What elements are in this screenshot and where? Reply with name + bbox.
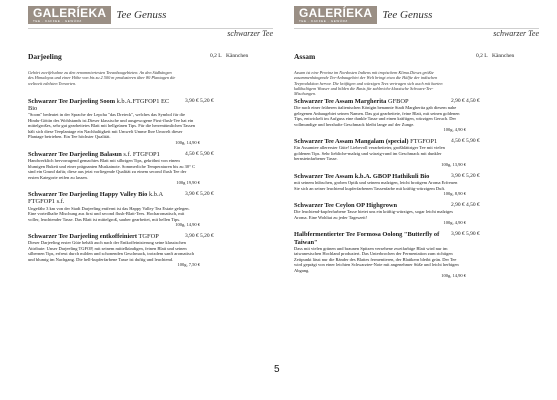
price-pot: 5,20 €	[200, 233, 214, 240]
tea-title	[294, 98, 444, 105]
tea-grade: GFBOP	[387, 98, 409, 105]
tea-name: Schwarzer Tee Assam k.b.A. GBOP Hathikuli Bio	[294, 172, 430, 180]
tea-item	[28, 151, 273, 186]
price-pot: 5,90 €	[466, 231, 480, 238]
tea-pack-price: 100g, 14,90 €	[441, 273, 466, 279]
galerieka-logo	[28, 6, 111, 24]
logo-text: GALERÍEKA	[299, 6, 373, 20]
tea-name: Schwarzer Tee Darjeeling entkoffeiniert	[28, 233, 138, 241]
tea-title	[294, 173, 444, 180]
tagline: Tee Genuss	[116, 9, 167, 21]
logo-text: GALERÍEKA	[33, 6, 107, 20]
price-pot: 4,50 €	[466, 202, 480, 209]
tea-description: Dieser Darjeeling erster Güte behält auch nach der Entkoffeinisierung seine klassischen Attribute: Unser Darjeeling TGFOP, mit seinem mittelkündigen, feinen Blatt und seinen silbernen Tips, erfreut durch milden und schonenden Geschmack, trotzdem sanft aromatisch und blumig im Nachgang. Die hell-kupferfarbene Tasse ist duftig und leuchtend.	[28, 240, 194, 262]
tea-title	[28, 98, 178, 112]
price-pot: 5,90 €	[466, 138, 480, 145]
unit-pot-label: Kännchen	[226, 53, 249, 59]
page-number: 5	[274, 364, 280, 375]
right-menu-page	[294, 0, 539, 392]
tea-description: Ungefähr 3 km von der Stadt Darjeeling entfernt ist das Happy Valley Tea Estate gelegen. Eine vorteilhafte Mischung aus first und second flush-Blatt-Tees. Hocharomatisch, mit voller, leuchtender Tasse. Das Blatt ist mittelgroß, sauber gearbeitet, mit hellen Tips.	[28, 205, 190, 222]
tea-title	[294, 138, 444, 145]
tea-pack-price: 100g, 4,90 €	[443, 127, 466, 133]
tea-item	[294, 138, 539, 168]
logo-subtext: TEE · KAFFEE · GEWÜRZ	[33, 19, 82, 23]
price-cup: 3,90 €	[451, 172, 465, 179]
unit-cup-label: 0,2 L	[210, 53, 222, 59]
price-cup: 4,50 €	[185, 150, 199, 157]
price-pot: 5,20 €	[200, 98, 214, 104]
tea-description: Handwerklich hervorragend gemachtes Blatt mit silbrigen Tips, gekröhnt von einem blumigen Bukett und einer prägnanten Muskatnote. Sommerliche Temperaturen bis zu 30° C sind ein Grund dafür, diese aus jetzt vorliegende Qualität zu einem second flush Tee der ersten Kategorie reifen zu lassen.	[28, 158, 196, 180]
unit-pot-label: Kännchen	[492, 53, 515, 59]
tea-description: Die leuchtend-kupferfarbene Tasse bietet uns ein kräftig-würziges, sogar leicht malziges Aroma. Eine Wohltat zu jeder Tageszeit!	[294, 209, 454, 220]
brand-bar	[294, 6, 432, 24]
tea-item	[294, 202, 539, 226]
tea-item	[294, 98, 539, 133]
section-intro: Gehört zweifelsohne zu den renommiertesten Teeanbaugebieten. An den Südhängen des Himalayas und einer Höhe von bis zu 2 500 m produzieren über 80 Plantagen die weltweit edelsten Teesorten.	[28, 70, 176, 86]
tea-item	[28, 191, 273, 228]
section-title: Assam	[294, 52, 316, 61]
tea-name: Schwarzer Tee Darjeeling Balasun	[28, 150, 122, 158]
tea-pack-price: 100g, 13,90 €	[441, 161, 466, 167]
tea-description: mit seinem hübschen, groben Optik und seinem malzigen, leicht brotigem Aroma Erfreuen Sie sich an seiner leuchtend kupferfarbenen Tassenfarbe mit kräftig-würzigem Duft.	[294, 180, 458, 191]
tea-title	[28, 233, 178, 240]
logo-subtext: TEE · KAFFEE · GEWÜRZ	[299, 19, 348, 23]
price-pot: 4,50 €	[466, 98, 480, 104]
tea-description: Dass mit vielen grünen und braunen Spitzen versehene zweifarbige Blatt wird nur im taiwanesischen Hochland produziert. Das Unterbrochen der Fermentation zum richtigen Zeitpunkt lässt nur die Ränder des Blattes fermentieren, der Blattkern bleibt grün. Der Tee wird geprägt von einer leichten Schwarztee-Note mit angenehmer Süße und leicht herbigen Abgang.	[294, 245, 459, 273]
price-pot: 5,20 €	[200, 191, 214, 198]
tea-list	[28, 98, 273, 273]
section-header	[28, 52, 273, 64]
tea-name: Schwarzer Tee Ceylon OP Highgrown	[294, 202, 398, 210]
tea-grade: k.b.A FTGFOP1 s.f.	[28, 191, 163, 206]
tea-item	[294, 173, 539, 197]
tea-name: Schwarzer Tee Assam Mangalam (special)	[294, 138, 409, 146]
price-cup: 2,90 €	[451, 98, 465, 104]
tea-title	[294, 231, 444, 245]
price-cup: 3,90 €	[451, 231, 465, 238]
category-subtitle: schwarzer Tee	[493, 29, 539, 38]
tea-item	[28, 98, 273, 146]
price-cup: 3,90 €	[185, 98, 199, 104]
section-title: Darjeeling	[28, 52, 62, 61]
price-cup: 3,90 €	[185, 191, 199, 198]
tea-description: "Soom" bedeutet in der Sprache der Lepcha "das Dreieck", welches das Symbol für die Hindu-Göttin des Wohlstands ist.Dieser klassische und ausgewogene First-flush-Tee hat ein mittelgroßes, sehr gut gearbeitetes Blatt mit hellgrünen Tips. Für die herrentümlichen Tassen hält sich diese Teeplantage ein Nachhaltigkeit mit Umwelt Umme Ihre Umwelt dieser Plantage betrieben. Ein Tee höchster Qualität.	[28, 112, 195, 140]
tea-name: Schwarzer Tee Darjeeling Happy Valley Bio	[28, 191, 148, 199]
section-intro: Assam ist eine Provinz im Nordosten Indiens mit tropischem Klima.Dieses größte zusammenhängende Tee-Anbaugebiet der Welt bringt etwa die Hälfte der indischen Teeproduktion hervor. Die kräftigen und würzigen Tees vertragen sich auch mit harten kalkhaltigem Wasser und bilden die Basis für zahlreiche klassische Schwarz-Tee-Mischungen.	[294, 70, 443, 97]
tea-name: Halbfermentierter Tee Formosa Oolong "Butterfly of Taiwan"	[294, 231, 440, 246]
tea-grade: FTGFOP1	[410, 138, 438, 146]
price-pot: 5,90 €	[200, 150, 214, 157]
tagline: Tee Genuss	[382, 9, 433, 21]
galerieka-logo	[294, 6, 377, 24]
tea-grade: TGFOP	[138, 233, 159, 241]
price-cup: 2,90 €	[451, 202, 465, 209]
tea-pack-price: 100g 19,90 €	[176, 180, 200, 186]
tea-pack-price: 100g, 8,90 €	[443, 191, 466, 197]
tea-pack-price: 100g, 7,50 €	[177, 262, 200, 268]
tea-title	[294, 202, 444, 209]
tea-description: Ein Assamtee allererster Güte! Liebevoll verarbeiteter, großblättriger Tee mit vielen goldenen Tips. Sehr liebliche-malzig und würzig-rund im Geschmack mit dunkler bernsteinfarbener Tasse.	[294, 145, 445, 162]
tea-pack-price: 100g, 4,90 €	[443, 220, 466, 226]
price-cup: 4,50 €	[451, 138, 465, 145]
unit-cup-label: 0,2 L	[476, 53, 488, 59]
left-menu-page	[28, 0, 273, 392]
tea-title	[28, 151, 178, 158]
tea-pack-price: 100g, 14,90 €	[175, 139, 200, 145]
tea-description: Die nach einer früheren italienischen Königin benannte Stadt Margherita gab diesem nahe gelegenen Anbaugebiet seinen Namen. Das gut gearbeitete, feine Blatt, mit seinen goldenen Tips, entwickelt im Aufguss eine dunkle Tasse und einen kräftigen, würzigen Geruch. Der vollmundige und herzhafte Geschmack bleibt lange auf der Zunge.	[294, 105, 460, 127]
price-cup: 3,90 €	[185, 233, 199, 240]
category-subtitle: schwarzer Tee	[227, 29, 273, 38]
tea-pack-price: 100g, 14,90 €	[175, 222, 200, 228]
tea-title	[28, 191, 178, 205]
tea-item	[294, 231, 539, 279]
tea-name: Schwarzer Tee Darjeeling Soom	[28, 98, 116, 105]
section-header	[294, 52, 539, 64]
brand-bar	[28, 6, 166, 24]
tea-list	[294, 98, 539, 284]
tea-grade: k.b.A.FTGFOP1 EC Bio	[28, 98, 170, 113]
tea-name: Schwarzer Tee Assam Margherita	[294, 98, 387, 105]
tea-item	[28, 233, 273, 268]
tea-grade: s.f. FTGFOP1	[123, 150, 160, 158]
price-pot: 5,20 €	[466, 172, 480, 179]
